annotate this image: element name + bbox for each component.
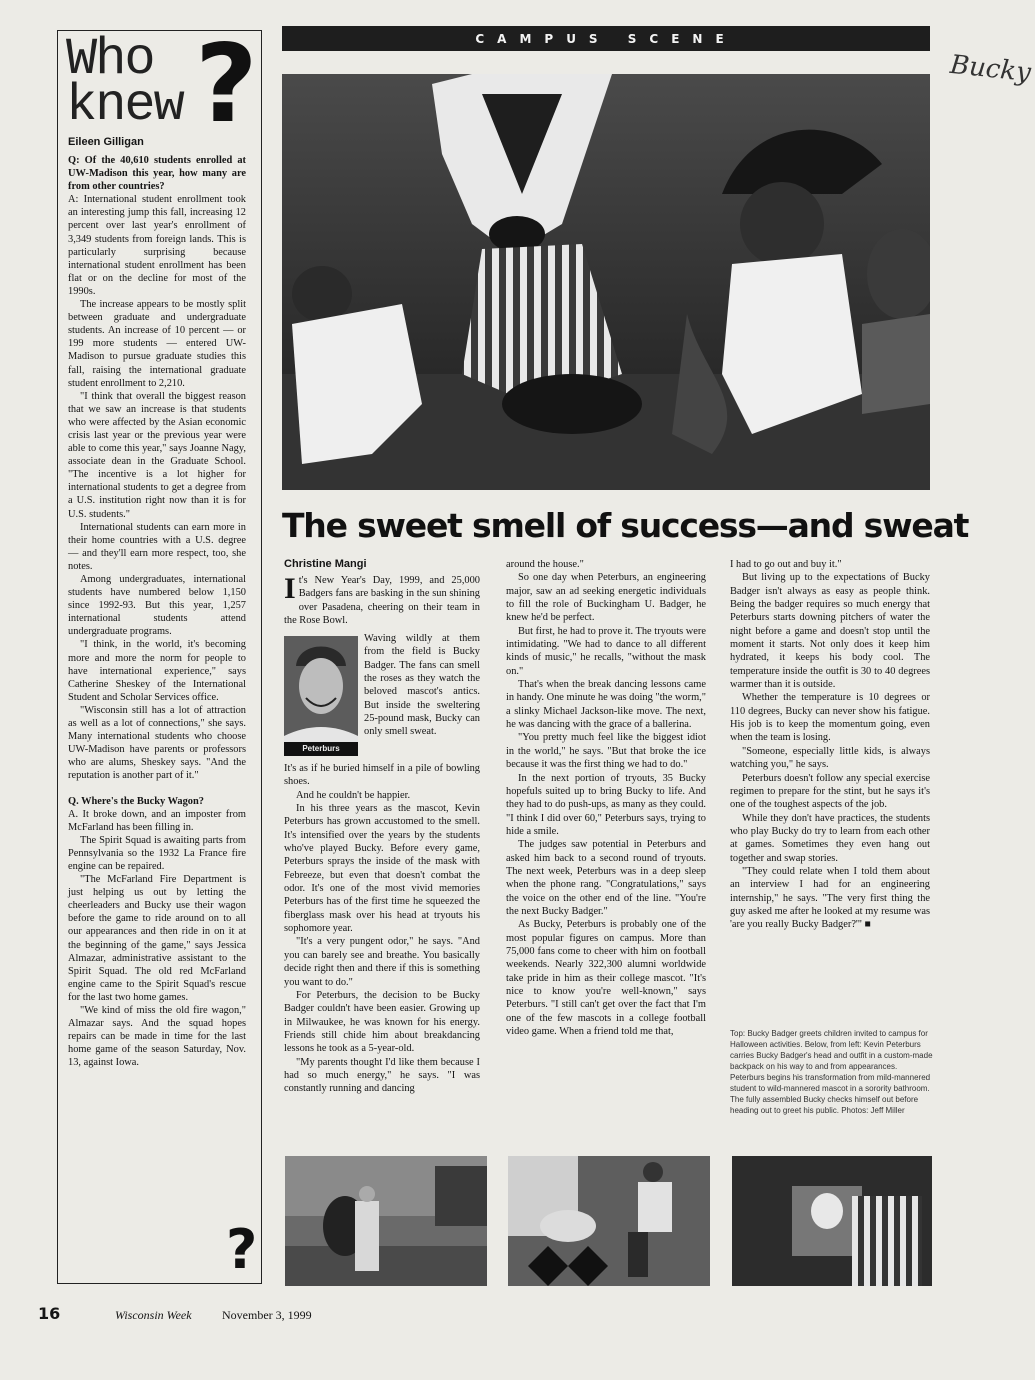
question-mark-icon: ?	[226, 1218, 258, 1281]
photo-bathroom	[508, 1156, 710, 1286]
paragraph: "We kind of miss the old fire wagon," Almazar says. And the squad hopes repairs can be made in time for the last home game of the season Saturday, Nov. 13, against Iowa.	[68, 1005, 246, 1069]
sidebar-title-line2: knew	[66, 76, 183, 135]
sidebar-author: Eileen Gilligan	[68, 136, 144, 148]
paragraph: "I think that overall the biggest reason that we saw an increase is that students who were affected by the Asian economic crisis last year or the previous year were able to come this year," says Joanne Nagy, associate dean in the Graduate School. "The incentive is a lot higher for international students to get a degree from a U.S. institution right now than it is for U.S. students."	[68, 390, 246, 520]
paragraph: International students can earn more in their home countries with a U.S. degree — and they'll earn more respect, too, she notes.	[68, 521, 246, 572]
paragraph: "Wisconsin still has a lot of attraction as well as a lot of connections," she says. Many international students who choose UW-Madison have parents or professors who are alums, Sheskey says. "And the reputation is another part of it."	[68, 704, 246, 782]
main-photo	[282, 74, 930, 490]
paragraph: A: International student enrollment took an interesting jump this fall, increasing 12 percent over last year's enrollment of 3,349 students from foreign lands. This is particularly surprising because international student enrollment has been flat or on the decline for most of the 1990s.	[68, 194, 246, 297]
portrait-image	[284, 636, 358, 756]
main-photo-image	[282, 74, 930, 490]
photo-backpack-image	[285, 1156, 487, 1286]
paragraph: "It's a very pungent odor," he says. "And you can barely see and breathe. You basically decide right then and there if this is something you want to do."	[284, 936, 480, 988]
paragraph: Whether the temperature is 10 degrees or 110 degrees, Bucky can never show his fatigue. His job is to keep the momentum going, even when the team is losing.	[730, 692, 930, 744]
paragraph: In the next portion of tryouts, 35 Bucky hopefuls suited up to bring Bucky to life. And they had to do push-ups, as many as they could. "I think I did over 60," Peterburs says, trying to hide a smile.	[506, 772, 706, 837]
article-author: Christine Mangi	[284, 558, 367, 570]
paragraph: While they don't have practices, the students who play Bucky do try to learn from each other at games. Sometimes they even hang out together and swap stories.	[730, 812, 930, 864]
paragraph: The judges saw potential in Peterburs and asked him back to a second round of tryouts. The next week, Peterburs was in a deep sleep when the phone rang. "Congratulations," says the voice on the other end of the line. "You're the next Bucky Badger."	[506, 839, 706, 917]
section-banner-label: CAMPUS SCENE	[475, 31, 737, 46]
paragraph: And he couldn't be happier.	[296, 789, 411, 801]
paragraph: Q. Where's the Bucky Wagon?	[68, 795, 204, 807]
portrait-photo	[284, 636, 358, 756]
paragraph: I had to go out and buy it."	[730, 559, 842, 570]
paragraph: "The McFarland Fire Department is just helping us out by letting the cheerleaders and Bucky use their wagon before the game to ride around on to all our appearances and then ride in on it at the beginning of the game," says Jessica Almazar, administrative assistant to the Spirit Squad. The old red McFarland engine came to the Spirit Squad's rescue for the last two home games.	[68, 874, 246, 1003]
paragraph: For Peterburs, the decision to be Bucky Badger couldn't have been easier. Growing up in Milwaukee, he was known for his energy. Friends still chide him about breakdancing lessons he took as a 5-year-old.	[284, 989, 480, 1055]
article-column-1	[284, 762, 480, 1096]
paragraph: As Bucky, Peterburs is probably one of the most popular figures on campus. More than 75,000 fans come to cheer with him on football weekends. Nearly 322,300 alumni worldwide take pride in him as their college mascot. "It's nice to know you're well-known," says Peterburs. "I still can't get over the fact that I'm one of the few mascots in a college football video game. When a friend told me that,	[506, 919, 706, 1038]
question-mark-icon: ?	[195, 22, 258, 147]
paragraph: "Someone, especially little kids, is always watching you," he says.	[730, 745, 930, 771]
paragraph: In his three years as the mascot, Kevin Peterburs has grown accustomed to the smell. It's intensified over the years by the students who've played Bucky. Before every game, Peterburs sprays the inside of the mask with Febreeze, but even that doesn't combat the odor. It's one of the most vivid memories Peterburs has of the first time he squeezed the fiberglass mask over his head at tryouts his sophomore year.	[284, 803, 480, 935]
publication-date: November 3, 1999	[222, 1308, 312, 1322]
paragraph: Waving wildly at them from the field is Bucky Badger. The fans can smell the roses as they watch the beloved mascot's antics. But inside the sweltering 25-pound mask, Bucky can only smell sweat.	[364, 633, 480, 738]
paragraph: "I think, in the world, it's becoming more and more the norm for people to have international experience," says Catherine Sheskey of the International Student and Scholar Services office.	[68, 639, 246, 703]
paragraph: Among undergraduates, international students have numbered below 1,150 since 1992-93. But this year, 1,257 international students attend undergraduate programs.	[68, 574, 246, 638]
page-number: 16	[38, 1304, 61, 1323]
paragraph: "You pretty much feel like the biggest idiot in the world," he says. "But that broke the ice because it was the first thing we had to do."	[506, 732, 706, 771]
article-intro-text: t's New Year's Day, 1999, and 25,000 Badgers fans are basking in the sun shining over Pasadena, cheering on their team in the Rose Bowl.	[284, 575, 480, 627]
article-headline: The sweet smell of success—and sweat	[282, 506, 969, 545]
paragraph: But living up to the expectations of Bucky Badger isn't always as easy as people think. Being the badger requires so much energy that Peterburs starts downing pitchers of water the night before a game and doesn't stop until the moment it starts. Not only does it keep him hydrated, it keeps his body cool. The temperature inside the outfit is 30 to 40 degrees warmer than it is outside.	[730, 572, 930, 691]
article-column-3	[730, 558, 930, 932]
sidebar-title	[66, 30, 183, 135]
paragraph: But first, he had to prove it. The tryouts were intimidating. "We had to dance to all different kinds of music," he recalls, "without the mask on."	[506, 625, 706, 677]
paragraph: So one day when Peterburs, an engineering major, saw an ad seeking energetic individuals to fill the role of Buckingham U. Badger, he knew he'd be perfect.	[506, 572, 706, 624]
photo-caption: Top: Bucky Badger greets children invited to campus for Halloween activities. Below, from left: Kevin Peterburs carries Bucky Badger's head and outfit in a custom-made backpack on his way to and from appearances. Peterburs begins his transformation from mild-mannered student to wild-mannered mascot in a sorority bathroom. The fully assembled Bucky checks himself out before heading out to greet his public. Photos: Jeff Miller	[730, 1029, 933, 1115]
article-column-1-intro	[284, 574, 480, 627]
photo-backpack	[285, 1156, 487, 1286]
paragraph: around the house."	[506, 559, 584, 570]
drop-cap: I	[284, 572, 296, 605]
publication-name: Wisconsin Week	[115, 1308, 192, 1322]
portrait-caption: Peterburs	[284, 742, 358, 756]
paragraph: The Spirit Squad is awaiting parts from Pennsylvania so the 1932 La France fire engine can be repaired.	[68, 834, 246, 872]
paragraph: "My parents thought I'd like them because I had so much energy," he says. "I was constantly running and dancing	[284, 1056, 480, 1095]
article-column-1-wrap	[364, 632, 480, 739]
paragraph: A. It broke down, and an imposter from McFarland has been filling in.	[68, 808, 246, 833]
paragraph: Q: Of the 40,610 students enrolled at UW-Madison this year, how many are from other countries?	[68, 155, 246, 193]
paragraph: It's as if he buried himself in a pile of bowling shoes.	[284, 763, 480, 788]
article-column-2	[506, 558, 706, 1038]
photo-bathroom-image	[508, 1156, 710, 1286]
paragraph: That's when the break dancing lessons came in handy. One minute he was doing "the worm," a slinky Michael Jackson-like move. The next, he was dancing with the grace of a ballerina.	[506, 679, 706, 731]
sidebar-body	[68, 154, 246, 1069]
paragraph: Peterburs doesn't follow any special exercise regimen to prepare for the stint, but he says it's one of the toughest aspects of the job.	[730, 772, 930, 811]
photo-mirror	[732, 1156, 932, 1286]
section-banner	[282, 26, 930, 51]
paragraph: "They could relate when I told them about an interview I had for an engineering internship," he says. "The very first thing the guy asked me after he looked at my resume was 'are you really Bucky Badger?'" ■	[730, 865, 930, 931]
handwritten-note: Bucky	[948, 49, 1033, 89]
sidebar-title-line1: Who	[66, 30, 154, 89]
photo-mirror-image	[732, 1156, 932, 1286]
paragraph: The increase appears to be mostly split between graduate and undergraduate students. An increase of 10 percent — or 199 more students — entered UW-Madison to pursue graduate studies this fall, raising the international graduate student enrollment to 2,210.	[68, 299, 246, 389]
